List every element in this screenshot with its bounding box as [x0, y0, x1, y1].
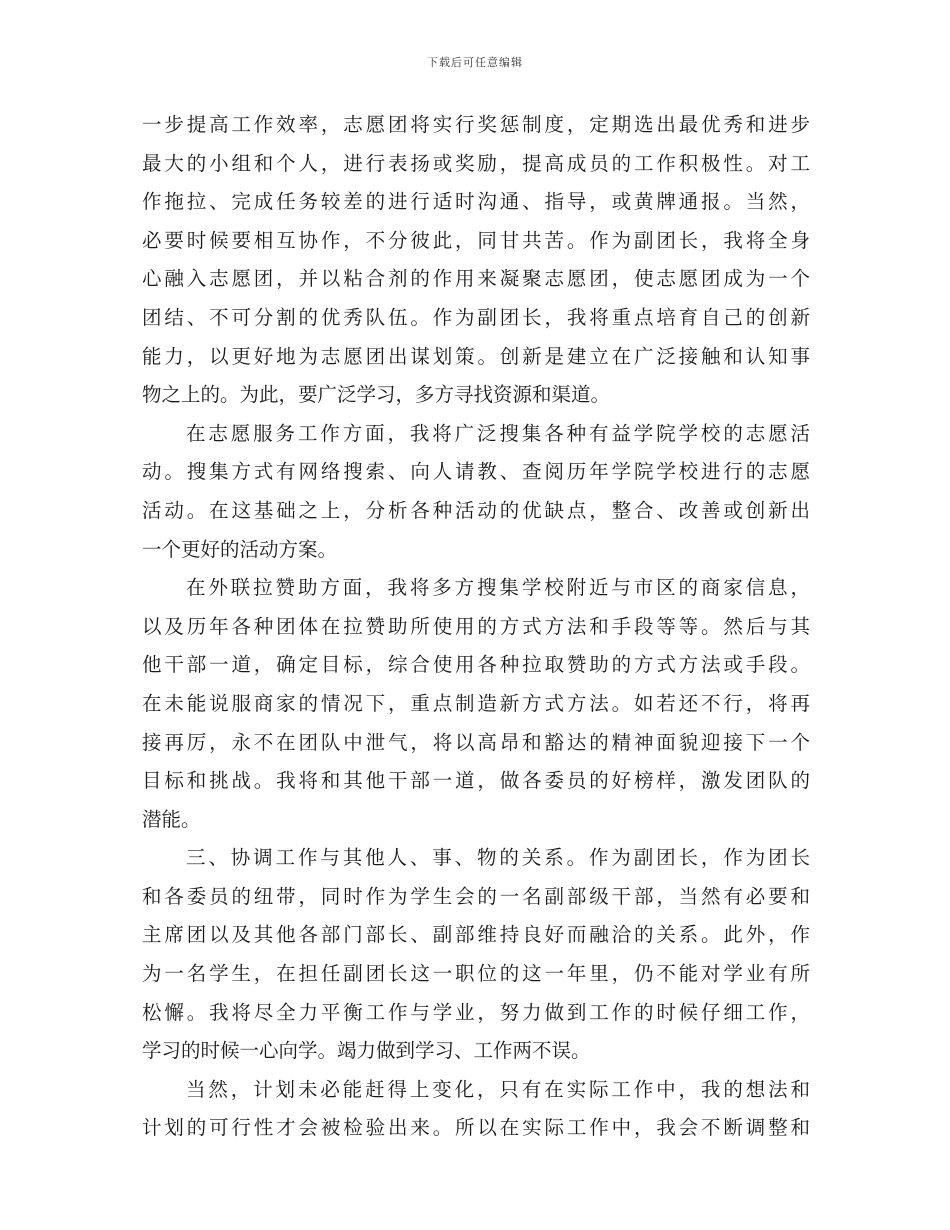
text-line: 物之上的。为此，要广泛学习，多方寻找资源和渠道。: [142, 383, 611, 407]
text-line: 为一名学生，在担任副团长这一职位的这一年里，仍不能对学业有所: [142, 962, 810, 986]
text-line: 作拖拉、完成任务较差的进行适时沟通、指导，或黄牌通报。当然，: [142, 190, 810, 214]
text-line: 最大的小组和个人，进行表扬或奖励，提高成员的工作积极性。对工: [142, 151, 810, 175]
text-line: 一步提高工作效率，志愿团将实行奖惩制度，定期选出最优秀和进步: [142, 113, 810, 136]
text-line: 潜能。: [142, 807, 201, 831]
text-line: 三、协调工作与其他人、事、物的关系。作为副团长，作为团长: [186, 846, 810, 870]
text-line: 主席团以及其他各部门部长、副部维持良好而融洽的关系。此外，作: [142, 923, 810, 947]
document-body: [142, 106, 810, 1148]
text-line: 能力，以更好地为志愿团出谋划策。创新是建立在广泛接触和认知事: [142, 344, 810, 368]
text-line: 接再厉，永不在团队中泄气，将以高昂和豁达的精神面貌迎接下一个: [142, 730, 810, 754]
text-line: 动。搜集方式有网络搜索、向人请教、查阅历年学院学校进行的志愿: [142, 460, 810, 484]
text-line: 他干部一道，确定目标，综合使用各种拉取赞助的方式方法或手段。: [142, 653, 810, 677]
text-line: 以及历年各种团体在拉赞助所使用的方式方法和手段等等。然后与其: [142, 614, 810, 638]
text-line: 一个更好的活动方案。: [142, 537, 338, 561]
text-line: 在外联拉赞助方面，我将多方搜集学校附近与市区的商家信息，: [186, 576, 810, 600]
text-line: 在志愿服务工作方面，我将广泛搜集各种有益学院学校的志愿活: [186, 421, 810, 445]
text-line: 目标和挑战。我将和其他干部一道，做各委员的好榜样，激发团队的: [142, 769, 810, 793]
page-header: 下载后可任意编辑: [427, 56, 523, 69]
text-line: 团结、不可分割的优秀队伍。作为副团长，我将重点培育自己的创新: [142, 305, 810, 329]
text-line: 心融入志愿团，并以粘合剂的作用来凝聚志愿团，使志愿团成为一个: [142, 267, 810, 291]
text-line: 在未能说服商家的情况下，重点制造新方式方法。如若还不行，将再: [142, 691, 810, 715]
text-line: 当然，计划未必能赶得上变化，只有在实际工作中，我的想法和: [186, 1077, 810, 1101]
text-line: 活动。在这基础之上，分析各种活动的优缺点，整合、改善或创新出: [142, 498, 810, 522]
text-line: 必要时候要相互协作，不分彼此，同甘共苦。作为副团长，我将全身: [142, 228, 810, 252]
text-line: 学习的时候一心向学。竭力做到学习、工作两不误。: [142, 1039, 591, 1063]
text-line: 松懈。我将尽全力平衡工作与学业，努力做到工作的时候仔细工作，: [142, 1000, 810, 1024]
text-line: 和各委员的纽带，同时作为学生会的一名副部级干部，当然有必要和: [142, 884, 810, 908]
text-line: 计划的可行性才会被检验出来。所以在实际工作中，我会不断调整和: [142, 1116, 810, 1140]
